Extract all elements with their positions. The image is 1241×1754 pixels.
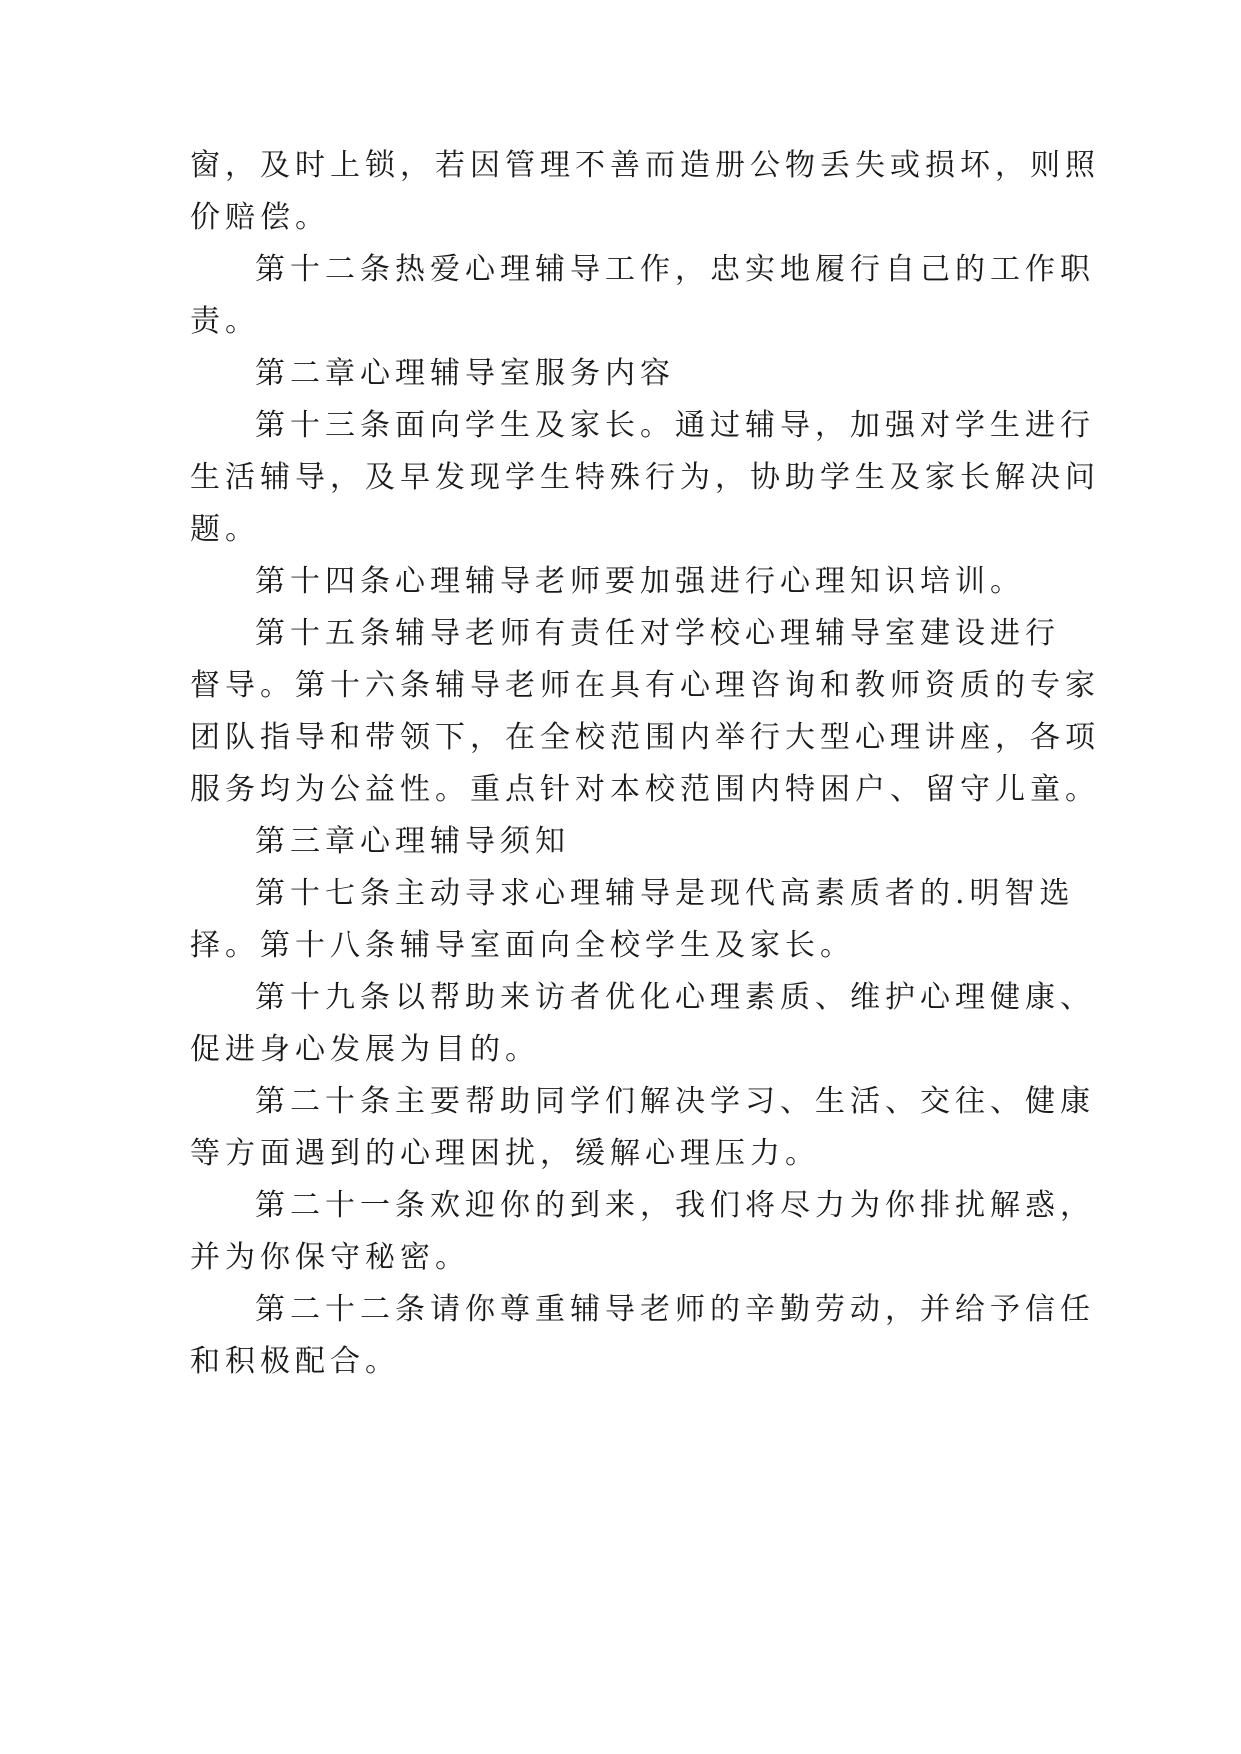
body-text-line: 窗，及时上锁，若因管理不善而造册公物丢失或损坏，则照 <box>190 148 1100 183</box>
body-text-line: 价赔偿。 <box>190 200 330 235</box>
body-text-line: 并为你保守秘密。 <box>190 1240 470 1275</box>
article-14-line: 第十四条心理辅导老师要加强进行心理知识培训。 <box>255 564 1025 599</box>
body-text-line: 团队指导和带领下，在全校范围内举行大型心理讲座，各项 <box>190 720 1100 755</box>
body-text-line: 等方面遇到的心理困扰，缓解心理压力。 <box>190 1136 820 1171</box>
body-text-line: 服务均为公益性。重点针对本校范围内特困户、留守儿童。 <box>190 772 1100 807</box>
article-22-line: 第二十二条请你尊重辅导老师的辛勤劳动，并给予信任 <box>255 1292 1095 1327</box>
article-20-line: 第二十条主要帮助同学们解决学习、生活、交往、健康 <box>255 1084 1095 1119</box>
body-text-line: 择。第十八条辅导室面向全校学生及家长。 <box>190 928 855 963</box>
body-text-line: 督导。第十六条辅导老师在具有心理咨询和教师资质的专家 <box>190 668 1100 703</box>
article-15-line: 第十五条辅导老师有责任对学校心理辅导室建设进行 <box>255 616 1060 651</box>
body-text-line: 生活辅导，及早发现学生特殊行为，协助学生及家长解决问 <box>190 460 1100 495</box>
article-19-line: 第十九条以帮助来访者优化心理素质、维护心理健康、 <box>255 980 1095 1015</box>
article-17-line: 第十七条主动寻求心理辅导是现代高素质者的.明智选 <box>255 876 1075 911</box>
body-text-line: 责。 <box>190 304 260 339</box>
article-13-line: 第十三条面向学生及家长。通过辅导，加强对学生进行 <box>255 408 1095 443</box>
chapter-heading: 第二章心理辅导室服务内容 <box>255 356 675 391</box>
chapter-heading: 第三章心理辅导须知 <box>255 824 570 859</box>
article-21-line: 第二十一条欢迎你的到来，我们将尽力为你排扰解惑， <box>255 1188 1095 1223</box>
article-12-line: 第十二条热爱心理辅导工作，忠实地履行自己的工作职 <box>255 252 1095 287</box>
body-text-line: 题。 <box>190 512 260 547</box>
body-text-line: 促进身心发展为目的。 <box>190 1032 540 1067</box>
body-text-line: 和积极配合。 <box>190 1344 400 1379</box>
